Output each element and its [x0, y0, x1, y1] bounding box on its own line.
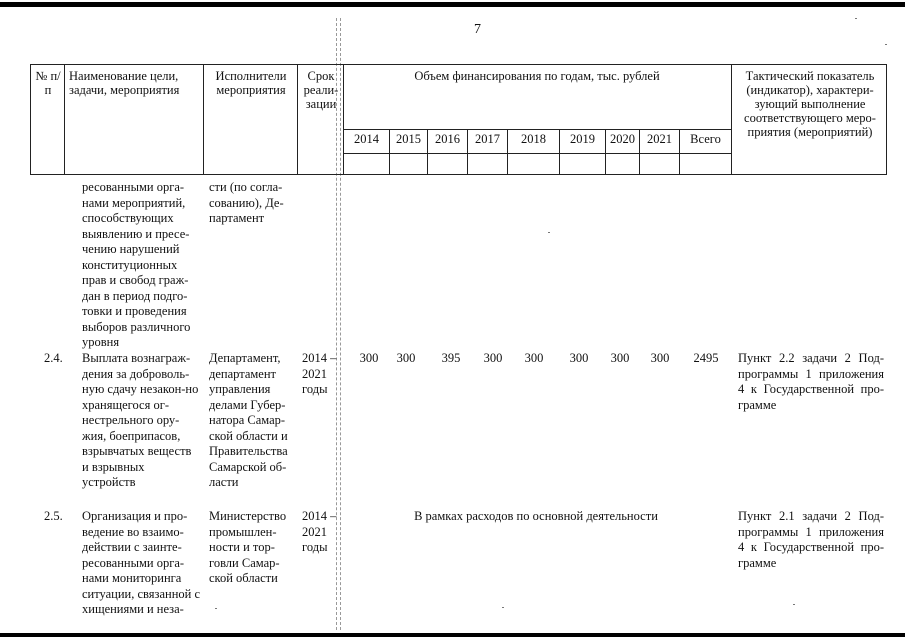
year-total: Всего	[690, 132, 721, 146]
top-rule	[0, 2, 905, 7]
year-2014: 2014	[354, 132, 379, 146]
row-2-4-2021: 300	[650, 351, 670, 365]
scan-speck	[215, 608, 217, 609]
row-2-4-num: 2.4.	[44, 351, 63, 365]
page-number: 7	[474, 22, 481, 37]
row-2-5-executors: Министерство промышлен-ности и тор-говли Самар-ской области	[209, 509, 287, 585]
row-2-4-executors: Департамент, департамент управления делами Губер-натора Самар-ской области и Правительства Самарской об-ласти	[209, 351, 288, 489]
header-executors: Исполнители мероприятия	[215, 69, 287, 97]
row-2-4-2017: 300	[483, 351, 503, 365]
scan-speck	[502, 607, 504, 608]
row-2-4-2014: 300	[359, 351, 379, 365]
bottom-rule	[0, 633, 905, 637]
row-continued-name: ресованными орга-нами мероприятий, способствующих выявлению и пресе-чению нарушений конституционных прав и свобод граж-дан в период подго-товки и проведения выборов различного уровня	[82, 180, 191, 349]
year-2016: 2016	[435, 132, 460, 146]
year-2020: 2020	[610, 132, 635, 146]
row-2-5-term: 2014 – 2021 годы	[302, 509, 337, 554]
header-financing: Объем финансирования по годам, тыс. рублей	[414, 69, 660, 83]
header-term: Срок реали-зации	[303, 69, 339, 111]
header-indicator: Тактический показатель (индикатор), характери-зующий выполнение соответствующего меро-приятия (мероприятий)	[744, 69, 876, 139]
year-2015: 2015	[396, 132, 421, 146]
row-2-4-name: Выплата вознаграж-дения за доброволь-ную сдачу незакон-но хранящегося ог-нестрельного ору-жия, боеприпасов, взрывчатых веществ и взрывных устройств	[82, 351, 199, 489]
year-2019: 2019	[570, 132, 595, 146]
year-2021: 2021	[647, 132, 672, 146]
row-2-4-2015: 300	[396, 351, 416, 365]
scan-speck	[885, 44, 887, 45]
scan-speck	[548, 232, 550, 233]
row-continued-executors: сти (по согла-сованию), Де-партамент	[209, 180, 284, 225]
header-num: № п/п	[35, 69, 61, 97]
row-2-4-2018: 300	[524, 351, 544, 365]
year-2017: 2017	[475, 132, 500, 146]
row-2-4-2019: 300	[569, 351, 589, 365]
row-2-4-indicator: Пункт 2.2 задачи 2 Под-программы 1 приложения 4 к Государственной про-грамме	[738, 351, 884, 412]
row-2-4-term: 2014 – 2021 годы	[302, 351, 337, 396]
row-2-4-2020: 300	[610, 351, 630, 365]
scan-speck	[793, 604, 795, 605]
row-2-4-2016: 395	[441, 351, 461, 365]
scan-speck	[855, 18, 857, 19]
row-2-5-indicator: Пункт 2.1 задачи 2 Под-программы 1 приложения 4 к Государственной про-грамме	[738, 509, 884, 570]
row-2-5-num: 2.5.	[44, 509, 63, 523]
row-2-5-name: Организация и про-ведение во взаимо-действии с заинте-ресованными орга-нами мониторинга ситуации, связанной с хищениями и неза-	[82, 509, 200, 616]
header-name: Наименование цели, задачи, мероприятия	[69, 69, 180, 97]
row-2-4-total: 2495	[693, 351, 719, 365]
table-header	[30, 64, 887, 175]
row-2-5-financing-note: В рамках расходов по основной деятельности	[414, 509, 658, 523]
year-2018: 2018	[521, 132, 546, 146]
